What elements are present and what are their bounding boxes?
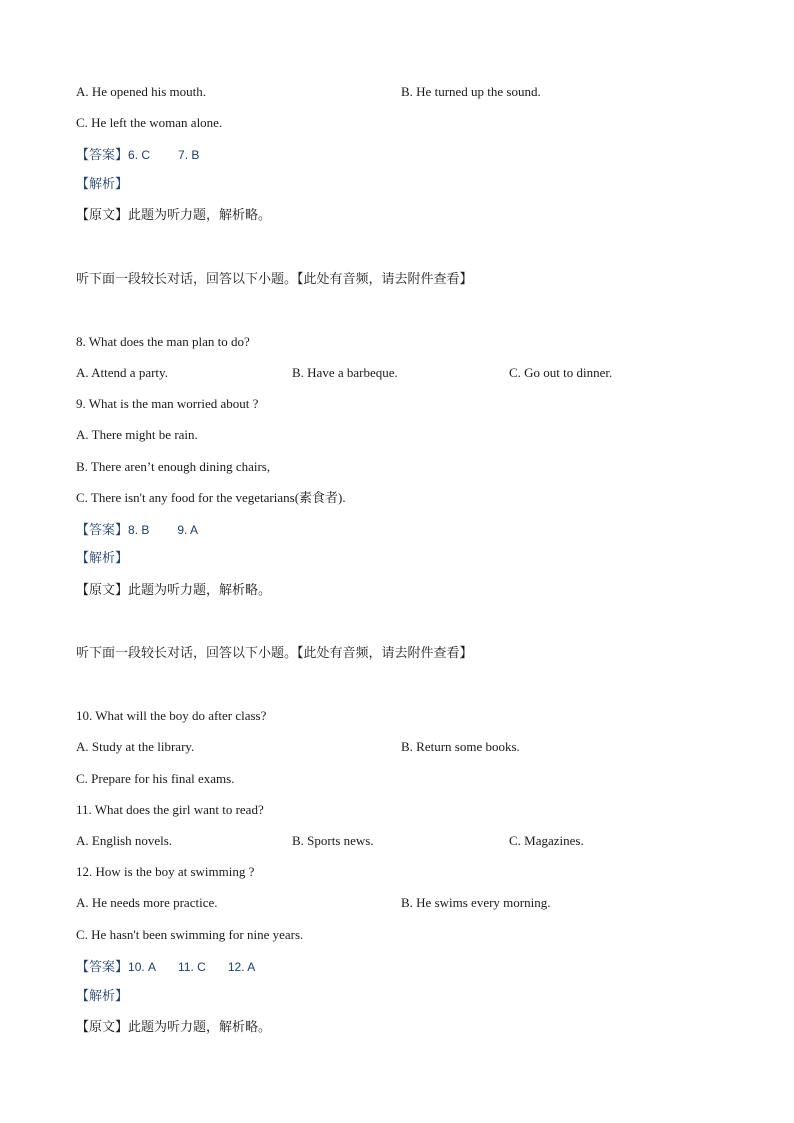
q8-option-c: C. Go out to dinner. [509, 365, 613, 380]
q7-option-c: C. He left the woman alone. [76, 115, 223, 130]
q11-option-b: B. Sports news. [292, 833, 374, 848]
answer-line-1 [76, 147, 199, 163]
q10-option-b: B. Return some books. [401, 739, 520, 754]
answer-11: 11. C [178, 960, 206, 974]
q7-option-b: B. He turned up the sound. [401, 84, 541, 99]
q10-option-c: C. Prepare for his final exams. [76, 771, 235, 786]
answer-line-2 [76, 522, 198, 538]
answer-10: 10. A [128, 960, 157, 974]
answer-line-3 [76, 959, 255, 975]
analysis-tag: 【解析】 [76, 177, 129, 192]
question-10: 10. What will the boy do after class? [76, 708, 267, 723]
q9-option-b: B. There aren’t enough dining chairs, [76, 459, 271, 474]
q12-option-b: B. He swims every morning. [401, 895, 551, 910]
answer-9: 9. A [177, 523, 199, 537]
q11-option-c: C. Magazines. [509, 833, 584, 848]
question-8: 8. What does the man plan to do? [76, 334, 250, 349]
answer-tag: 【答案】 [76, 148, 129, 163]
answer-tag: 【答案】 [76, 960, 129, 975]
q12-option-a: A. He needs more practice. [76, 895, 218, 910]
answer-6: 6. C [128, 148, 151, 162]
analysis-tag: 【解析】 [76, 989, 129, 1004]
analysis-tag: 【解析】 [76, 551, 129, 566]
q8-option-b: B. Have a barbeque. [292, 365, 398, 380]
q10-option-a: A. Study at the library. [76, 739, 195, 754]
original-note: 【原文】此题为听力题，解析略。 [76, 583, 272, 598]
answer-12: 12. A [227, 960, 256, 974]
question-12: 12. How is the boy at swimming ? [76, 864, 255, 879]
q9-option-c: C. There isn't any food for the vegetarians(素食者). [76, 490, 346, 505]
original-note: 【原文】此题为听力题，解析略。 [76, 208, 272, 223]
q7-option-a: A. He opened his mouth. [76, 84, 206, 99]
answer-7: 7. B [178, 148, 200, 162]
original-note: 【原文】此题为听力题，解析略。 [76, 1020, 272, 1035]
q9-option-a: A. There might be rain. [76, 427, 198, 442]
q11-option-a: A. English novels. [76, 833, 173, 848]
question-9: 9. What is the man worried about ? [76, 396, 259, 411]
answer-tag: 【答案】 [76, 523, 129, 538]
section-intro: 听下面一段较长对话，回答以下小题。【此处有音频，请去附件查看】 [76, 272, 473, 287]
answer-8: 8. B [128, 523, 150, 537]
section-intro: 听下面一段较长对话，回答以下小题。【此处有音频，请去附件查看】 [76, 646, 473, 661]
question-11: 11. What does the girl want to read? [76, 802, 264, 817]
q12-option-c: C. He hasn't been swimming for nine years. [76, 927, 304, 942]
q8-option-a: A. Attend a party. [76, 365, 168, 380]
